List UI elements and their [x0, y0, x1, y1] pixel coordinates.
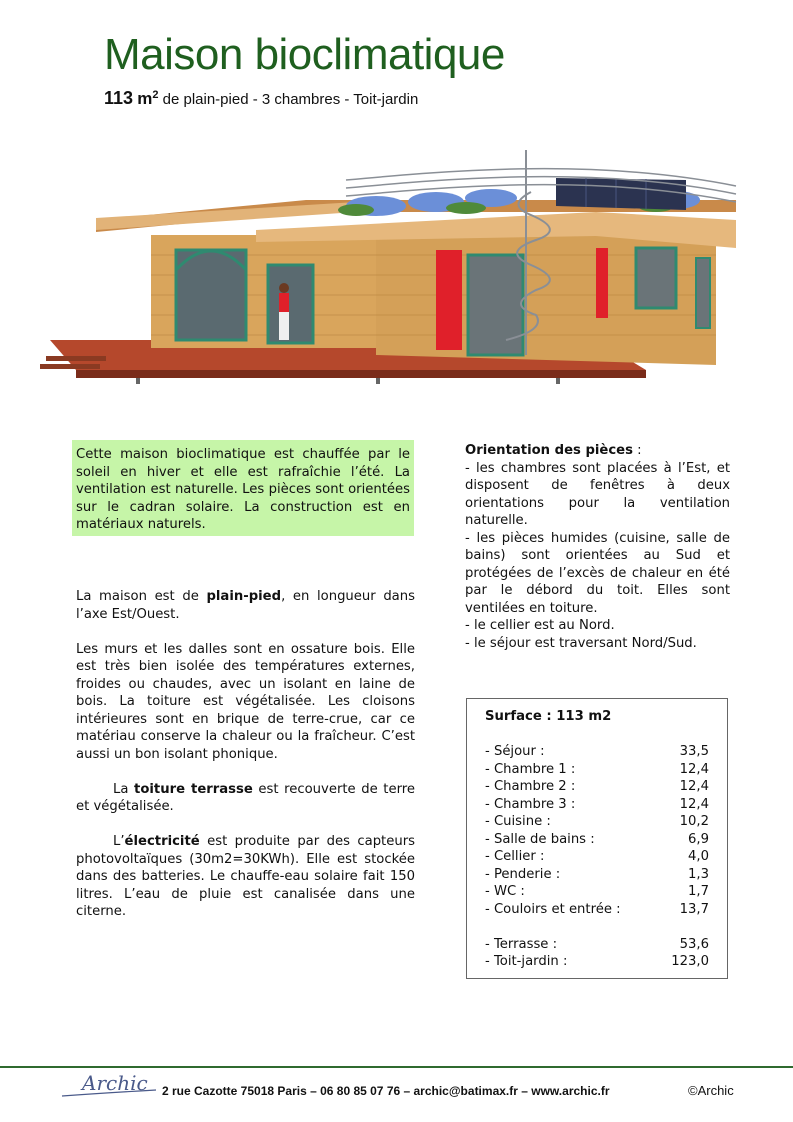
subtitle-area-unit: m	[137, 89, 153, 108]
intro-text: Cette maison bioclimatique est chauffée par le soleil en hiver et elle est rafraîchie l’été. La ventilation est naturelle. Les pièces sont orientées sur le cadran solaire. La construction est en matériaux naturels.	[72, 440, 414, 536]
surface-row: - Chambre 3 : 12,4	[485, 796, 709, 812]
surface-row: - Séjour : 33,5	[485, 744, 709, 759]
svg-text:Archic: Archic	[82, 1071, 148, 1095]
subtitle-area-exponent: 2	[152, 89, 159, 101]
orientation-item: - le cellier est au Nord.	[465, 618, 615, 633]
footer-contact: 2 rue Cazotte 75018 Paris – 06 80 85 07 76 – archic@batimax.fr – www.archic.fr	[162, 1084, 610, 1098]
subtitle-area-number: 113	[104, 88, 134, 108]
surface-row: - Toit-jardin : 123,0	[485, 954, 709, 969]
paragraph-structure: Les murs et les dalles sont en ossature bois. Elle est très bien isolée des températures externes, froides ou chaudes, avec un isolant en laine de bois. La toiture est végétalisée. Les cloisons intérieures sont en brique de terre-crue, car ce matériau conserve la chaleur ou la fraîcheur. C’est aussi un bon isolant phonique.	[76, 641, 415, 762]
footer-divider	[0, 1066, 793, 1068]
paragraph-layout: La maison est de plain-pied, en longueur dans l’axe Est/Ouest.	[76, 589, 415, 622]
surface-row: - WC : 1,7	[485, 884, 709, 899]
orientation-heading: Orientation des pièces :	[465, 443, 642, 458]
surface-row: - Cellier : 4,0	[485, 849, 709, 864]
orientation-column	[465, 442, 730, 652]
surface-title: Surface : 113 m2	[485, 709, 612, 724]
footer-copyright: ©Archic	[688, 1083, 734, 1098]
description-column	[76, 588, 415, 938]
page-subtitle	[104, 88, 418, 109]
surface-row: - Terrasse : 53,6	[485, 936, 709, 952]
surface-row: - Chambre 1 : 12,4	[485, 761, 709, 777]
page-title: Maison bioclimatique	[104, 30, 505, 79]
surface-table	[466, 698, 728, 979]
archic-logo	[60, 1070, 160, 1102]
surface-row: - Salle de bains : 6,9	[485, 831, 709, 847]
paragraph-electricity: L’électricité est produite par des capteurs photovoltaïques (30m2=30KWh). Elle est stockée dans des batteries. Le chauffe-eau solaire fait 150 litres. L’eau de pluie est canalisée dans une citerne.	[76, 834, 415, 919]
subtitle-description: de plain-pied - 3 chambres - Toit-jardin	[158, 91, 419, 108]
surface-row: - Chambre 2 : 12,4	[485, 779, 709, 794]
paragraph-roof: La toiture terrasse est recouverte de terre et végétalisée.	[76, 781, 416, 814]
orientation-item: - les pièces humides (cuisine, salle de bains) sont orientées au Sud et protégées de l’excès de chaleur en été par le débord du toit. Elles sont ventilées en toiture.	[465, 530, 730, 616]
house-illustration	[36, 140, 748, 400]
orientation-item: - le séjour est traversant Nord/Sud.	[465, 635, 697, 651]
surface-row: - Cuisine : 10,2	[485, 814, 709, 829]
surface-row: - Penderie : 1,3	[485, 866, 709, 882]
surface-row: - Couloirs et entrée : 13,7	[485, 901, 709, 917]
orientation-item: - les chambres sont placées à l’Est, et disposent de fenêtres à deux orientations pour la ventilation naturelle.	[465, 460, 730, 528]
